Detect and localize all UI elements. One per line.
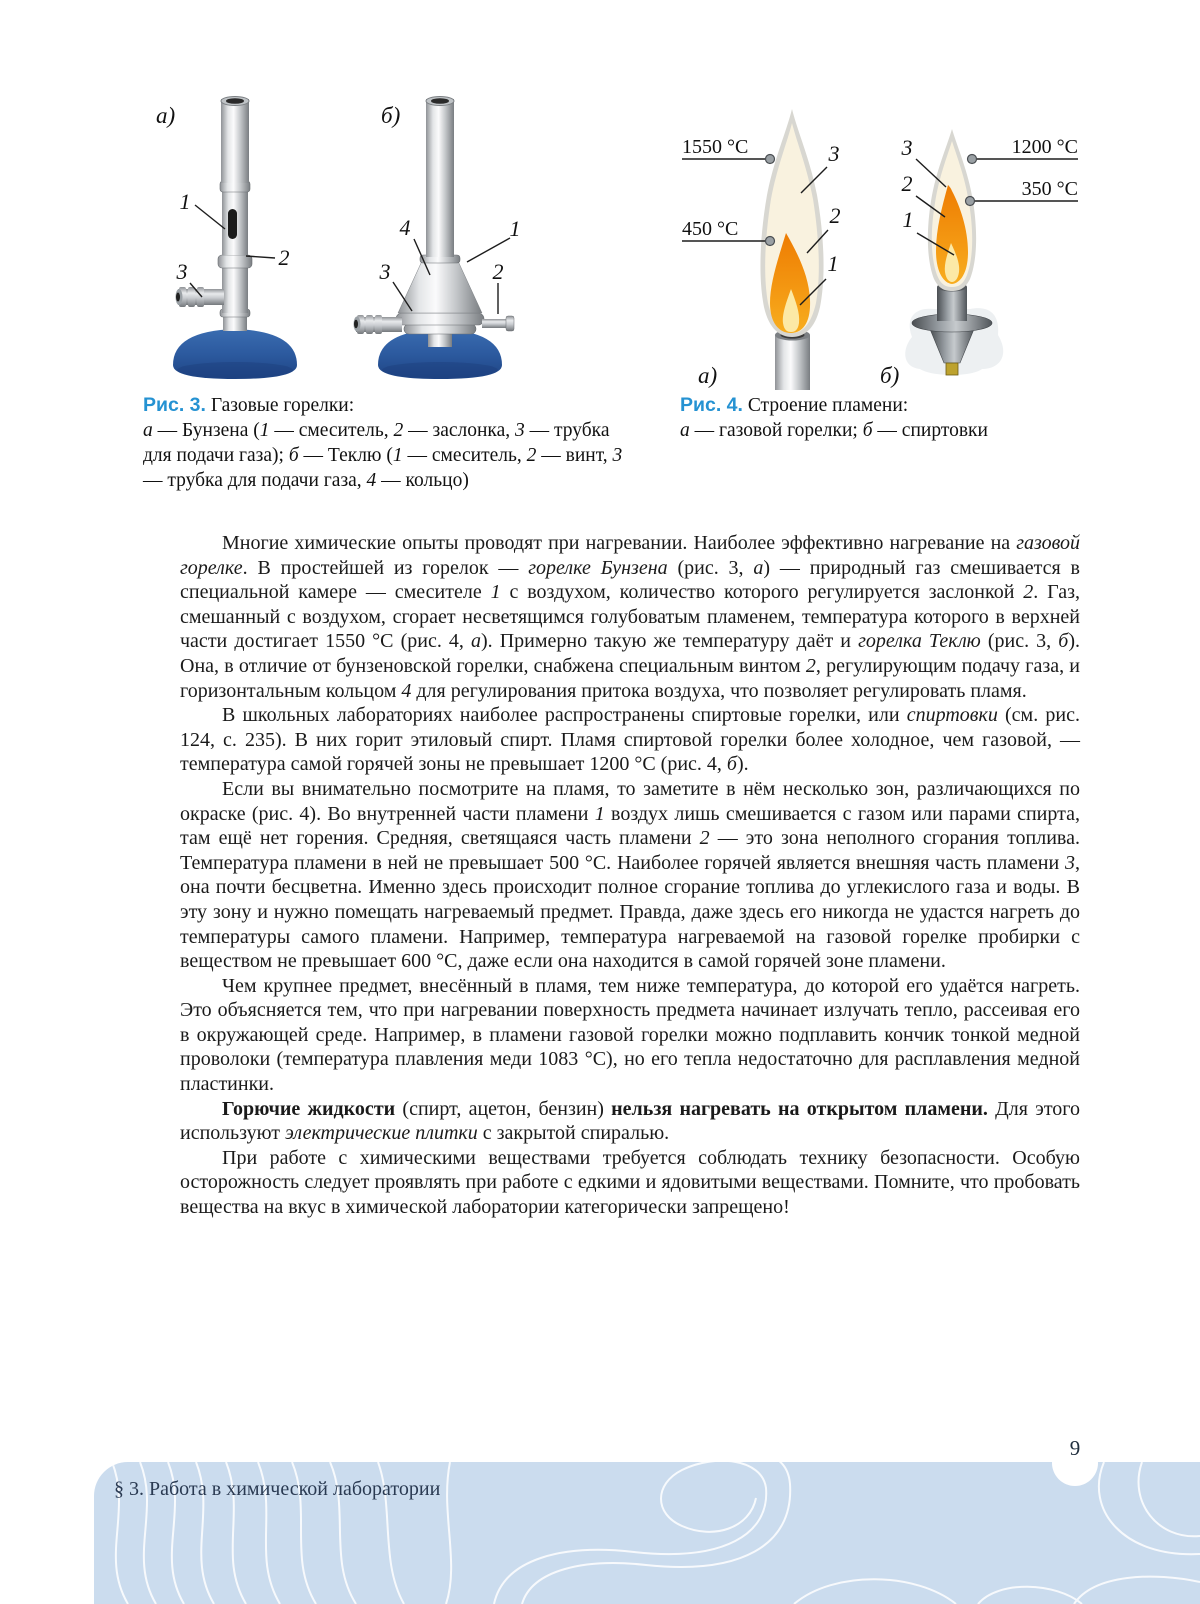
fig4-flame-a-zone-2: 2 xyxy=(829,203,841,228)
gas-flame-drawing xyxy=(682,109,841,390)
fig3-caption-label: Рис. 3. xyxy=(143,394,206,416)
fig4-caption-label: Рис. 4. xyxy=(680,394,743,416)
fig4-caption xyxy=(680,393,1120,443)
teclu-burner-drawing xyxy=(354,97,521,380)
fig4-caption-text: Строение пламени: а — газовой горелки; б — спиртовки xyxy=(680,395,988,441)
fig3-burner-b-sublabel: б) xyxy=(381,103,401,128)
section-footer-title: § 3. Работа в химической лаборатории xyxy=(114,1478,441,1500)
fig3-burner-b-part-2: 2 xyxy=(492,259,504,284)
body-text xyxy=(180,531,1080,1220)
fig3-gas-burners-illustration xyxy=(138,93,618,393)
fig3-burner-a-part-2: 2 xyxy=(278,245,290,270)
paragraph-safety: При работе с химическими веществами требуется соблюдать технику безопасности. Особую осторожность следует проявлять при работе с едкими и ядовитыми веществами. Помните, что пробовать вещества на вкус в химической лаборатории категорически запрещено! xyxy=(180,1146,1080,1219)
fig4-flame-b-temp-top: 1200 °C xyxy=(1011,136,1078,158)
fig4-flame-b-zone-1: 1 xyxy=(902,207,914,232)
fig3-caption xyxy=(143,393,633,493)
page-number: 9 xyxy=(1069,1436,1081,1460)
fig3-caption-text: Газовые горелки: а — Бунзена (1 — смеситель, 2 — заслонка, 3 — трубка для подачи газа); б — Теклю (1 — смеситель, 2 — винт, 3 — трубка для подачи газа, 4 — кольцо) xyxy=(143,395,623,491)
paragraph-flame-zones: Если вы внимательно посмотрите на пламя, то заметите в нём несколько зон, различающихся по окраске (рис. 4). Во внутренней части пламени 1 воздух лишь смешивается с газом или парами спирта, там ещё нет горения. Средняя, светящаяся часть пламени 2 — это зона неполного сгорания топлива. Температура пламени в ней не превышает 500 °C. Наиболее горячей является внешняя часть пламени 3, она почти бесцветна. Именно здесь происходит полное сгорание топлива до углекислого газа и воды. В эту зону и нужно помещать нагреваемый предмет. Правда, даже здесь его никогда не удастся нагреть до температуры самого пламени. Например, температура нагреваемой на газовой горелке пробирки с веществом не превышает 600 °C, даже если она находится в самой горячей зоне пламени. xyxy=(180,777,1080,973)
paragraph-object-size: Чем крупнее предмет, внесённый в пламя, тем ниже температура, до которой его удаётся нагреть. Это объясняется тем, что при нагревании поверхность предмета начинает излучать тепло, рассеивая его в окружающей среде. Например, в пламени газовой горелки можно подплавить кончик тонкой медной проволоки (температура плавления меди 1083 °C), но его тепла недостаточно для расплавления медной пластинки. xyxy=(180,974,1080,1096)
fig4-flame-a-zone-1: 1 xyxy=(827,251,839,276)
fig4-flame-b-zone-3: 3 xyxy=(901,135,913,160)
fig4-flame-a-zone-3: 3 xyxy=(828,141,840,166)
paragraph-heating: Многие химические опыты проводят при нагревании. Наиболее эффективно нагревание на газовой горелке. В простейшей из горелок — горелке Бунзена (рис. 3, а) — природный газ смешивается в специальной камере — смесителе 1 с воздухом, количество которого регулируется заслонкой 2. Газ, смешанный с воздухом, сгорает несветящимся голубоватым пламенем, температура которого в верхней части достигает 1550 °C (рис. 4, а). Примерно такую же температуру даёт и горелка Теклю (рис. 3, б). Она, в отличие от бунзеновской горелки, снабжена специальным винтом 2, регулирующим подачу газа, и горизонтальным кольцом 4 для регулирования притока воздуха, что позволяет регулировать пламя. xyxy=(180,532,1081,702)
paragraph-spirit-lamps: В школьных лабораториях наиболее распространены спиртовые горелки, или спиртовки (см. рис. 124, с. 235). В них горит этиловый спирт. Пламя спиртовой горелки более холодное, чем газовой, — температура самой горячей зоны не превышает 1200 °C (рис. 4, б). xyxy=(180,704,1080,776)
fig3-burner-b-part-1: 1 xyxy=(509,216,521,241)
fig4-flame-b-temp-mid: 350 °C xyxy=(1021,178,1078,200)
paragraph-flammable-liquids: Горючие жидкости (спирт, ацетон, бензин) нельзя нагревать на открытом пламени. Для этого используют электрические плитки с закрытой спиралью. xyxy=(180,1097,1080,1145)
fig3-burner-b-part-3: 3 xyxy=(379,259,391,284)
bunsen-burner-drawing xyxy=(156,97,297,380)
fig3-burner-b-part-4: 4 xyxy=(399,215,411,240)
fig4-flame-b-sublabel: б) xyxy=(880,363,900,388)
fig4-flame-b-zone-2: 2 xyxy=(901,171,913,196)
fig3-burner-a-part-3: 3 xyxy=(176,259,188,284)
fig3-burner-a-sublabel: а) xyxy=(156,103,176,128)
fig4-flame-a-temp-top: 1550 °C xyxy=(682,136,749,158)
spirit-lamp-flame-drawing xyxy=(880,129,1078,388)
fig4-flame-a-temp-mid: 450 °C xyxy=(682,218,739,240)
fig4-flame-structure-illustration xyxy=(658,93,1108,393)
fig3-burner-a-part-1: 1 xyxy=(179,189,191,214)
fig4-flame-a-sublabel: а) xyxy=(698,363,718,388)
